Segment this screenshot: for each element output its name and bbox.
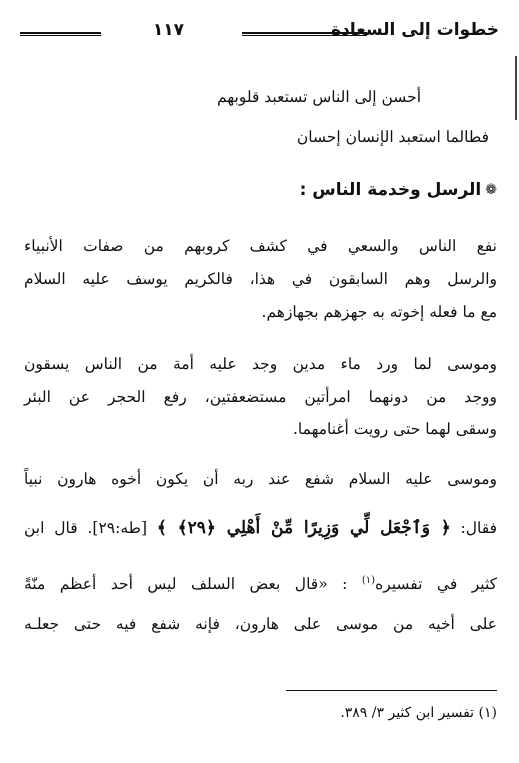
citation-text: كثير في تفسيره: [375, 575, 498, 594]
margin-mark: [507, 56, 517, 120]
footnote-separator: [286, 690, 497, 691]
body-line: ووجد من دونهما امرأتين مستضعفتين، رفع الحجر عن البئر: [24, 388, 497, 406]
header-rule-left: [20, 32, 101, 36]
quote-start: : «قال بعض السلف ليس أحد أعظم منّةً: [24, 575, 362, 594]
verse-intro: فقال:: [450, 519, 498, 537]
body-line: والرسل وهم السابقون في هذا، فالكريم يوسف عليه السلام: [24, 270, 497, 288]
page-header: [20, 14, 505, 44]
body-line: وموسى عليه السلام شفع عند ربه أن يكون أخوه هارون نبياً: [24, 470, 497, 488]
section-heading: [300, 180, 497, 200]
body-line: على أخيه من موسى على هارون، فإنه شفع فيه حتى جعلـه: [24, 615, 497, 633]
footnote-reference: (١): [361, 575, 376, 586]
poem-line-2: فطالما استعبد الإنسان إحسان: [296, 128, 489, 146]
flower-icon: ❁: [485, 182, 497, 198]
section-heading-text: الرسل وخدمة الناس :: [299, 180, 482, 200]
quran-verse: ﴿ وَٱجْعَل لِّي وَزِيرًا مِّنْ أَهْلِي ﴿٢٩﴾ ﴾: [156, 518, 451, 538]
verse-reference: [طه:٢٩]. قال ابن: [24, 519, 157, 537]
header-rule-right: [242, 32, 367, 36]
body-line: وموسى لما ورد ماء مدين وجد عليه أمة من الناس يسقون: [24, 355, 497, 373]
body-line: وسقى لهما حتى رويت أغنامهما.: [292, 420, 497, 438]
body-line-verse: [24, 517, 497, 538]
body-line: نفع الناس والسعي في كشف كروبهم من صفات الأنبياء: [24, 237, 497, 255]
book-title: خطوات إلى السعادة: [331, 20, 499, 40]
body-line: مع ما فعله إخوته به جهزهم بجهازهم.: [261, 303, 497, 321]
footnote: (١) تفسير ابن كثير ٣/ ٣٨٩.: [340, 705, 497, 721]
poem-line-1: أحسن إلى الناس تستعبد قلوبهم: [217, 88, 421, 106]
body-line-citation: [24, 575, 497, 593]
page-number: ١١٧: [152, 20, 185, 40]
